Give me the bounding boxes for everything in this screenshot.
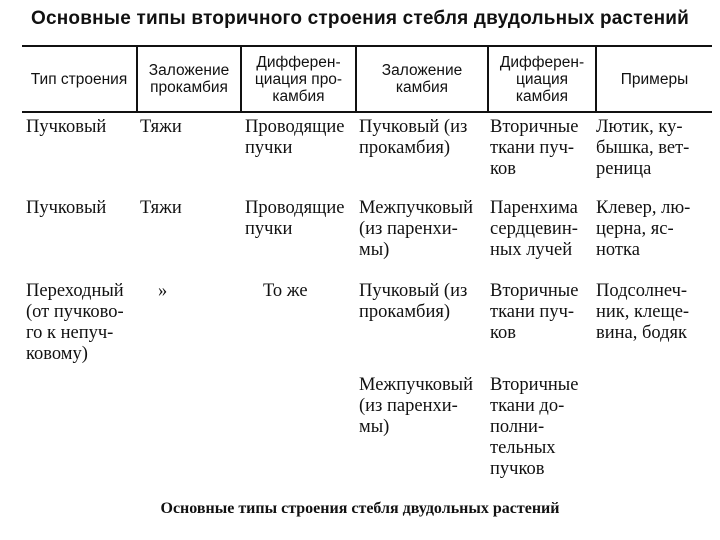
table-cell: Пучковый (26, 198, 107, 218)
table-cell: Проводящие пучки (245, 198, 345, 239)
table-cell: Тяжи (140, 198, 182, 218)
header-cell-cambium-origin: Заложение камбия (381, 62, 463, 96)
table-cell: Пучковый (из прокамбия) (359, 281, 468, 322)
table-cell: Лютик, ку- бышка, вет- реница (596, 117, 690, 179)
header-bottom-rule (22, 111, 712, 113)
table-cell: Тяжи (140, 117, 182, 137)
table-cell: Пучковый (из прокамбия) (359, 117, 468, 158)
table-cell: Вторичные ткани до- полни- тельных пучков (490, 375, 579, 479)
header-cell-examples: Примеры (620, 70, 689, 88)
table-cell: Пучковый (26, 117, 107, 137)
table-cell: То же (263, 281, 308, 301)
header-cell-type: Тип строения (30, 70, 128, 88)
table-cell: Вторичные ткани пуч- ков (490, 281, 579, 343)
table-cell: Подсолнеч- ник, клеще- вина, бодяк (596, 281, 690, 343)
header-cell-procambium-diff: Дифферен- циация про- камбия (254, 53, 343, 105)
table-cell: » (158, 281, 168, 301)
table-cell: Межпучковый (из паренхи- мы) (359, 198, 474, 260)
header-cell-cambium-diff: Дифферен- циация камбия (499, 53, 585, 105)
table-cell: Переходный (от пучково- го к непуч- ковому) (26, 281, 124, 364)
table-cell: Вторичные ткани пуч- ков (490, 117, 579, 179)
figure-caption: Основные типы строения стебля двудольных растений (160, 500, 560, 517)
table-cell: Проводящие пучки (245, 117, 345, 158)
table-cell: Паренхима сердцевин- ных лучей (490, 198, 578, 260)
table-cell: Межпучковый (из паренхи- мы) (359, 375, 474, 437)
header-cell-procambium-origin: Заложение прокамбия (148, 62, 230, 96)
table-cell: Клевер, лю- церна, яс- нотка (596, 198, 691, 260)
table-title: Основные типы вторичного строения стебля двудольных растений (30, 8, 690, 29)
